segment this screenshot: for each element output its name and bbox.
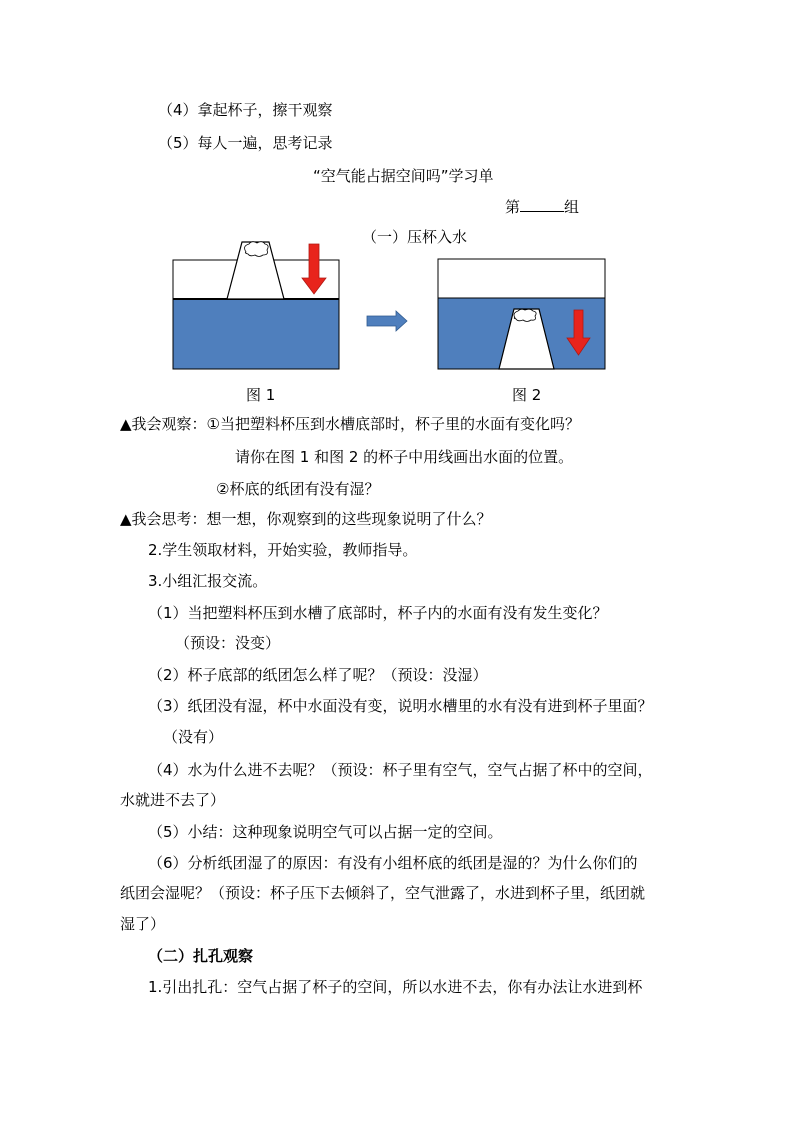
group-line xyxy=(505,197,579,217)
q6-cont-1: 纸团会湿呢？（预设：杯子压下去倾斜了，空气泄露了，水进到杯子里，纸团就 xyxy=(120,884,646,902)
figure-2 xyxy=(437,258,607,370)
observe-question-2: ②杯底的纸团有没有湿？ xyxy=(216,480,380,498)
group-blank xyxy=(520,197,564,212)
q5: （5）小结：这种现象说明空气可以占据一定的空间。 xyxy=(148,823,503,841)
think-question: ▲我会思考：想一想，你观察到的这些现象说明了什么？ xyxy=(120,510,492,528)
observe-instruction: 请你在图 1 和图 2 的杯子中用线画出水面的位置。 xyxy=(235,448,574,466)
water xyxy=(173,299,339,369)
figure-2-caption: 图 2 xyxy=(512,386,542,404)
para-4: 1.引出扎孔：空气占据了杯子的空间，所以水进不去，你有办法让水进到杯 xyxy=(148,978,643,996)
q1-answer: （预设：没变） xyxy=(175,634,281,652)
paper-ball xyxy=(514,309,536,321)
q6: （6）分析纸团湿了的原因：有没有小组杯底的纸团是湿的？为什么你们的 xyxy=(148,854,638,872)
para-3: 3.小组汇报交流。 xyxy=(148,572,268,590)
step-5: （5）每人一遍，思考记录 xyxy=(158,134,333,152)
para-2: 2.学生领取材料，开始实验，教师指导。 xyxy=(148,541,418,559)
section-2-title: （二）扎孔观察 xyxy=(148,947,254,965)
q3: （3）纸团没有湿，杯中水面没有变，说明水槽里的水有没有进到杯子里面？ xyxy=(148,697,653,715)
group-prefix: 第 xyxy=(505,198,521,216)
q2: （2）杯子底部的纸团怎么样了呢？（预设：没湿） xyxy=(148,666,488,684)
paper-ball xyxy=(245,242,269,257)
q1: （1）当把塑料杯压到水槽了底部时，杯子内的水面有没有发生变化？ xyxy=(148,604,608,622)
step-4: （4）拿起杯子，擦干观察 xyxy=(158,101,333,119)
q3-answer: （没有） xyxy=(163,728,224,746)
q6-cont-2: 湿了） xyxy=(120,915,166,933)
figure-1-caption: 图 1 xyxy=(246,386,276,404)
right-arrow-icon xyxy=(366,310,408,332)
figure-1 xyxy=(172,238,340,370)
observe-question-1: ▲我会观察：①当把塑料杯压到水槽底部时，杯子里的水面有变化吗？ xyxy=(120,415,580,433)
q4: （4）水为什么进不去呢？（预设：杯子里有空气，空气占据了杯中的空间， xyxy=(148,761,653,779)
q4-cont: 水就进不去了） xyxy=(120,791,226,809)
sheet-title: “空气能占据空间吗”学习单 xyxy=(313,167,494,185)
group-suffix: 组 xyxy=(564,198,580,216)
section-1-title: （一）压杯入水 xyxy=(362,228,468,246)
